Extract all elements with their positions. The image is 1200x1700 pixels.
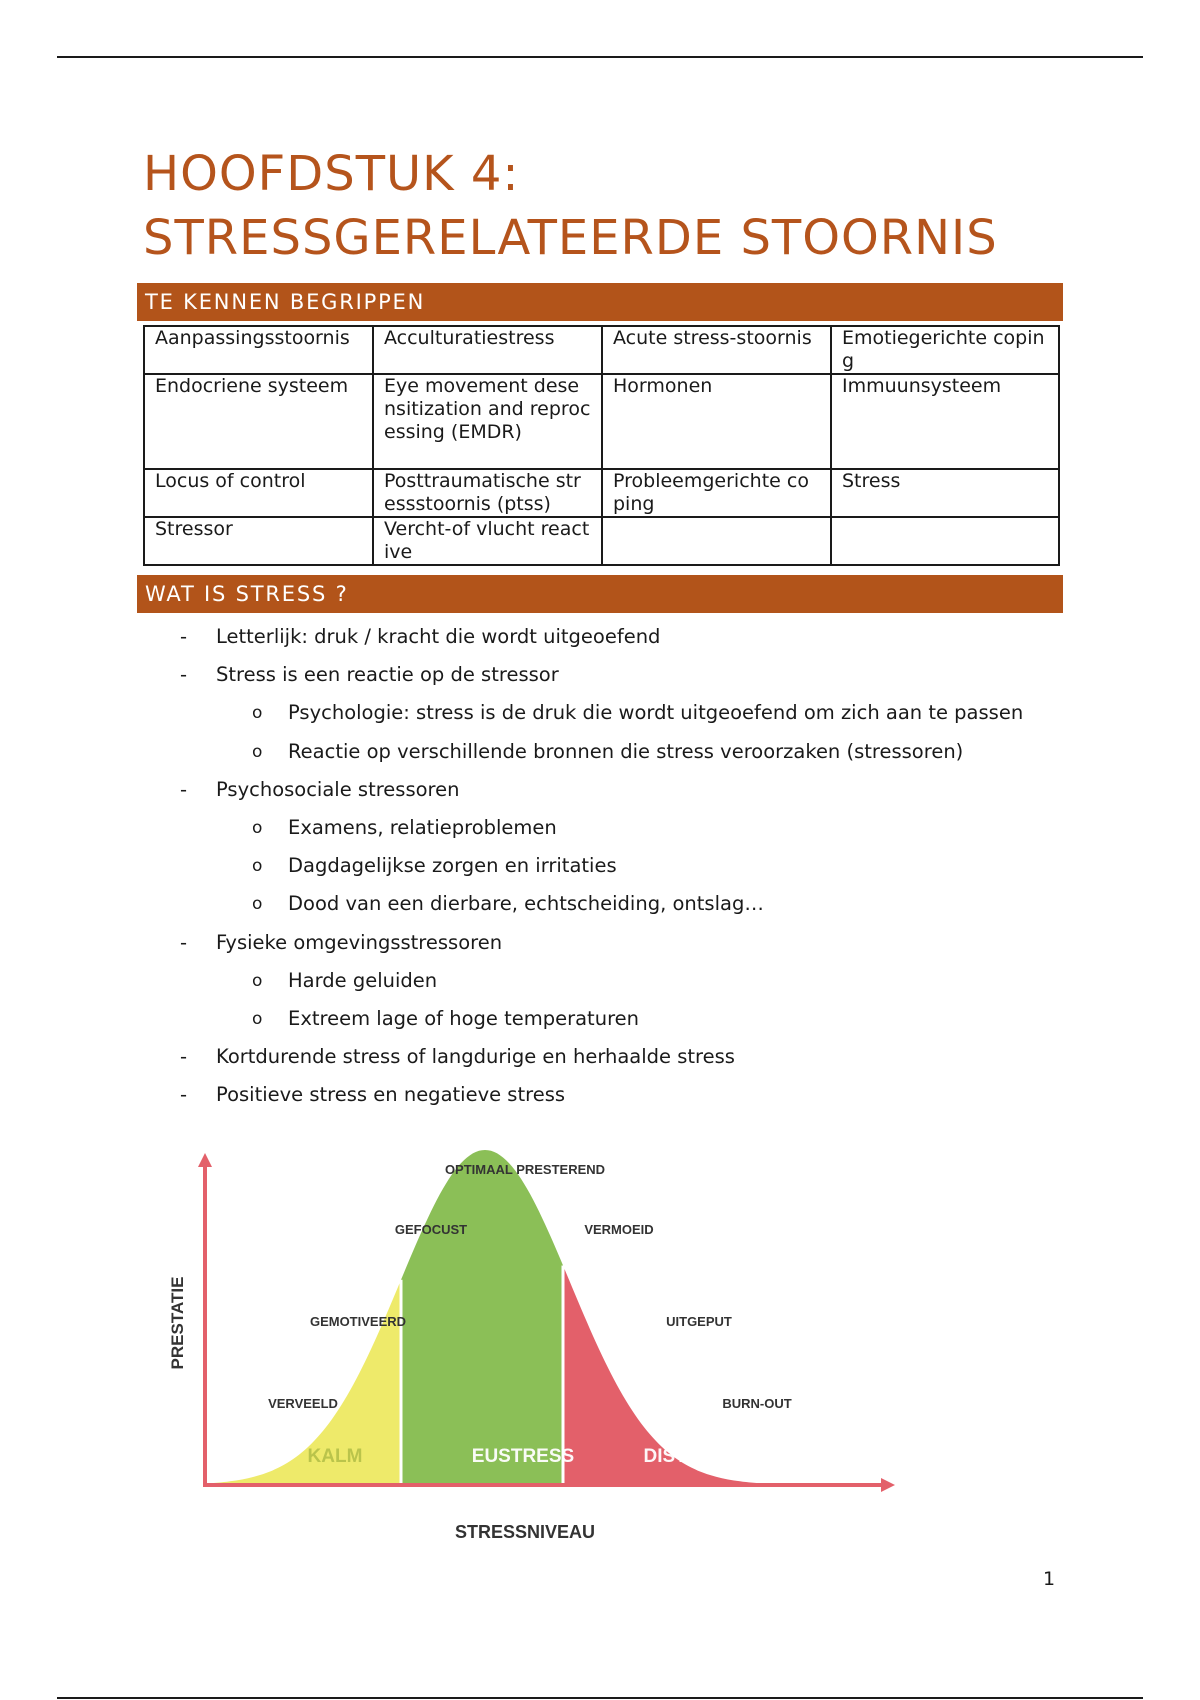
list-item (0, 771, 1200, 809)
term-cell: Immuunsysteem (831, 374, 1059, 469)
page-number: 1 (1043, 1568, 1056, 1590)
terms-row (144, 326, 1059, 374)
bullet-marker: o (252, 1008, 263, 1029)
x-axis-arrow-icon (881, 1478, 895, 1492)
bullet-marker: o (252, 741, 263, 762)
bullet-marker: o (252, 703, 263, 724)
point-label: OPTIMAAL PRESTEREND (444, 1162, 606, 1177)
point-label: UITGEPUT (666, 1314, 732, 1329)
term-cell: Acute stress-stoornis (602, 326, 831, 374)
y-axis-arrow-icon (198, 1153, 212, 1167)
term-cell: Stress (831, 469, 1059, 517)
bullet-text: Dood van een dierbare, echtscheiding, ontslag… (288, 892, 764, 916)
list-item (0, 1076, 1200, 1114)
bullet-text: Positieve stress en negatieve stress (216, 1083, 566, 1107)
list-item (0, 1000, 1200, 1038)
x-axis-label: STRESSNIVEAU (454, 1522, 596, 1542)
top-rule (57, 56, 1143, 58)
bullet-marker: - (180, 663, 188, 687)
bullet-marker: o (252, 856, 263, 877)
section-heading-stress: WAT IS STRESS ? (137, 575, 1063, 613)
y-axis-label: PRESTATIE (168, 1276, 187, 1370)
bullet-text: Dagdagelijkse zorgen en irritaties (288, 854, 617, 878)
title-line-1: HOOFDSTUK 4: (143, 146, 520, 202)
bullet-marker: - (180, 1083, 188, 1107)
bullet-text: Examens, relatieproblemen (288, 815, 557, 839)
bullet-marker: - (180, 777, 188, 801)
bullet-text: Fysieke omgevingsstressoren (216, 930, 503, 954)
list-item (0, 809, 1200, 847)
term-cell: Probleemgerichte coping (602, 469, 831, 517)
bullet-text: Stress is een reactie op de stressor (216, 663, 559, 687)
terms-row (144, 374, 1059, 469)
list-item (0, 924, 1200, 962)
zone-label: EUSTRESS (471, 1446, 575, 1467)
point-label: GEMOTIVEERD (309, 1314, 407, 1329)
list-item (0, 885, 1200, 923)
point-label: VERMOEID (584, 1222, 654, 1237)
bullet-marker: - (180, 1045, 188, 1069)
bullet-marker: o (252, 970, 263, 991)
bullet-text: Kortdurende stress of langdurige en herhaalde stress (216, 1045, 735, 1069)
bullet-text: Extreem lage of hoge temperaturen (288, 1006, 640, 1030)
list-item (0, 962, 1200, 1000)
section-heading-terms: TE KENNEN BEGRIPPEN (137, 283, 1063, 321)
bullet-text: Reactie op verschillende bronnen die stress veroorzaken (stressoren) (288, 739, 964, 763)
bullet-text: Harde geluiden (288, 968, 438, 992)
bullet-marker: - (180, 625, 188, 648)
bottom-rule (57, 1697, 1143, 1699)
page-title (143, 142, 998, 270)
term-cell (831, 517, 1059, 565)
term-cell (602, 517, 831, 565)
bullet-text: Letterlijk: druk / kracht die wordt uitgeoefend (216, 625, 661, 648)
zone-label: DISTRESS (643, 1446, 739, 1467)
zone-label: KALM (307, 1446, 363, 1467)
list-item (0, 694, 1200, 732)
term-cell: Hormonen (602, 374, 831, 469)
term-cell: Vercht-of vlucht reactive (373, 517, 602, 565)
point-label: VERVEELD (268, 1396, 338, 1411)
zone-eustress (401, 1150, 563, 1485)
term-cell: Emotiegerichte coping (831, 326, 1059, 374)
bullet-marker: o (252, 817, 263, 838)
stress-performance-chart (143, 1138, 923, 1560)
list-item (0, 656, 1200, 694)
terms-table (143, 325, 1060, 566)
term-cell: Posttraumatische stressstoornis (ptss) (373, 469, 602, 517)
list-item (0, 847, 1200, 885)
terms-row (144, 517, 1059, 565)
list-item (0, 1038, 1200, 1076)
title-line-2: STRESSGERELATEERDE STOORNIS (143, 210, 998, 266)
term-cell: Locus of control (144, 469, 373, 517)
term-cell: Eye movement desensitization and reprocessing (EMDR) (373, 374, 602, 469)
zone-kalm (203, 1280, 401, 1485)
term-cell: Stressor (144, 517, 373, 565)
term-cell: Acculturatiestress (373, 326, 602, 374)
point-label: BURN-OUT (722, 1396, 792, 1411)
point-label: GEFOCUST (394, 1222, 468, 1237)
bullet-marker: o (252, 894, 263, 915)
bullet-text: Psychosociale stressoren (216, 777, 460, 801)
terms-row (144, 469, 1059, 517)
list-item (0, 733, 1200, 771)
stress-bullet-list (0, 618, 1200, 1114)
list-item (0, 618, 1200, 656)
bullet-text: Psychologie: stress is de druk die wordt uitgeoefend om zich aan te passen (288, 701, 1024, 725)
term-cell: Endocriene systeem (144, 374, 373, 469)
term-cell: Aanpassingsstoornis (144, 326, 373, 374)
bullet-marker: - (180, 930, 188, 954)
